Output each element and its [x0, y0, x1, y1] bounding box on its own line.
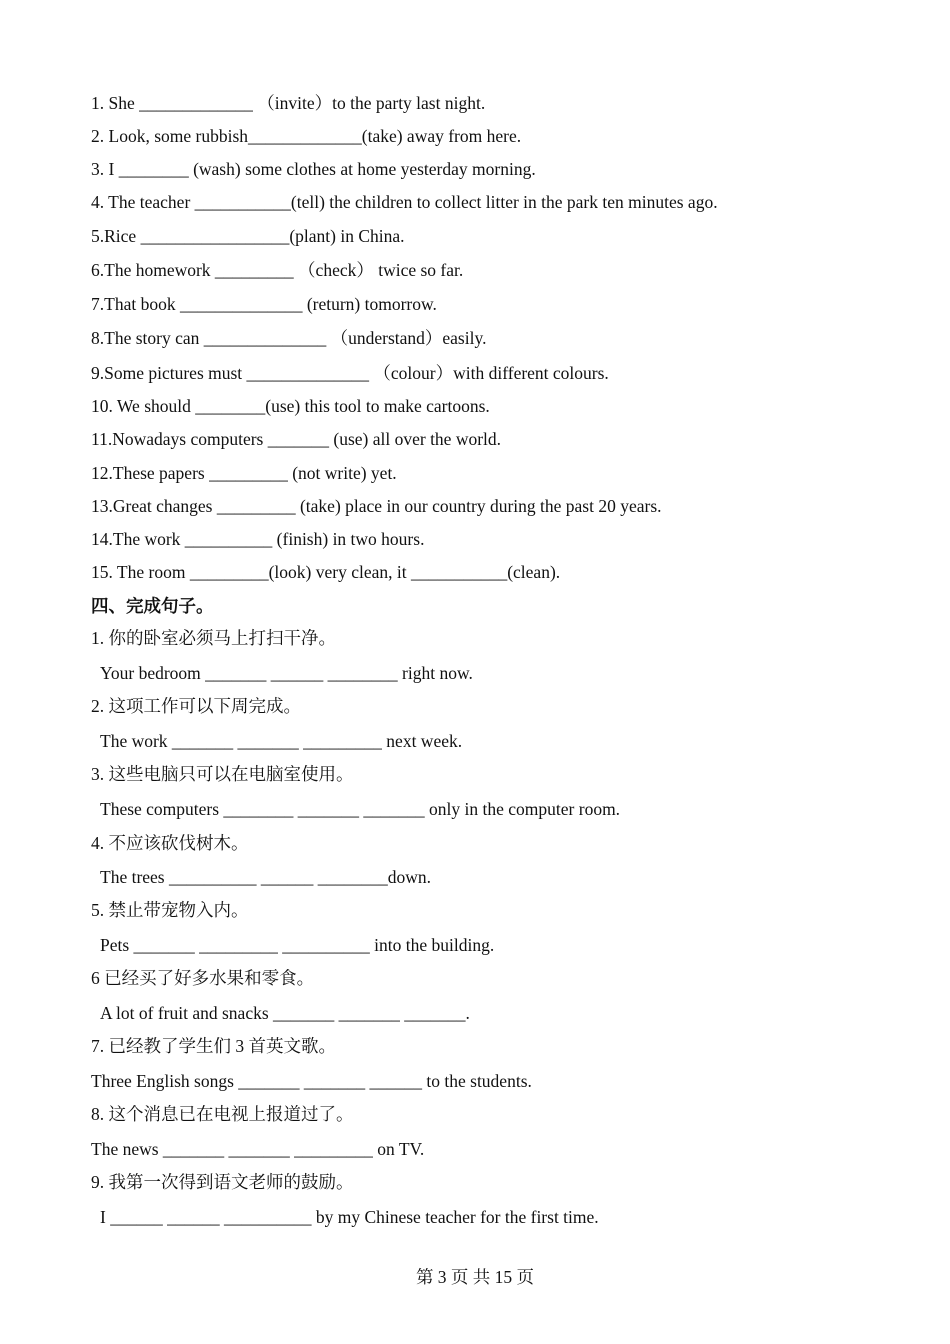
sentence-answer-8: The news _______ _______ _________ on TV.: [91, 1139, 425, 1159]
sentence-prompt-2: 2. 这项工作可以下周完成。: [91, 696, 301, 716]
exercise-item-12: 12.These papers _________ (not write) yet.: [91, 463, 397, 483]
exercise-item-11: 11.Nowadays computers _______ (use) all over the world.: [91, 429, 502, 449]
sentence-prompt-7: 7. 已经教了学生们 3 首英文歌。: [91, 1036, 336, 1056]
sentence-prompt-3: 3. 这些电脑只可以在电脑室使用。: [91, 764, 354, 784]
sentence-answer-3: These computers ________ _______ _______ only in the computer room.: [100, 799, 621, 819]
sentence-prompt-9: 9. 我第一次得到语文老师的鼓励。: [91, 1172, 354, 1192]
page-number: 第 3 页 共 15 页: [415, 1267, 535, 1287]
sentence-answer-7: Three English songs _______ _______ ______ to the students.: [91, 1071, 532, 1091]
exercise-item-5: 5.Rice _________________(plant) in China.: [91, 226, 405, 246]
exercise-item-6: 6.The homework _________ （check） twice so far.: [91, 260, 464, 280]
section4-heading: 四、完成句子。: [91, 596, 214, 616]
exercise-item-8: 8.The story can ______________ （understand）easily.: [91, 328, 487, 348]
sentence-prompt-5: 5. 禁止带宠物入内。: [91, 900, 249, 920]
exercise-item-2: 2. Look, some rubbish_____________(take) away from here.: [91, 126, 522, 146]
sentence-answer-9: I ______ ______ __________ by my Chinese teacher for the first time.: [100, 1207, 599, 1227]
sentence-answer-5: Pets _______ _________ __________ into the building.: [100, 935, 495, 955]
exercise-item-7: 7.That book ______________ (return) tomorrow.: [91, 294, 437, 314]
exercise-item-10: 10. We should ________(use) this tool to make cartoons.: [91, 396, 490, 416]
sentence-prompt-6: 6 已经买了好多水果和零食。: [91, 968, 315, 988]
sentence-prompt-8: 8. 这个消息已在电视上报道过了。: [91, 1104, 354, 1124]
sentence-answer-2: The work _______ _______ _________ next week.: [100, 731, 463, 751]
exercise-item-15: 15. The room _________(look) very clean, it ___________(clean).: [91, 562, 561, 582]
sentence-answer-1: Your bedroom _______ ______ ________ right now.: [100, 663, 473, 683]
sentence-prompt-1: 1. 你的卧室必须马上打扫干净。: [91, 628, 336, 648]
sentence-prompt-4: 4. 不应该砍伐树木。: [91, 833, 249, 853]
exercise-item-1: 1. She _____________ （invite）to the party last night.: [91, 93, 486, 113]
exercise-item-4: 4. The teacher ___________(tell) the children to collect litter in the park ten minutes ago.: [91, 192, 718, 212]
exercise-item-9: 9.Some pictures must ______________ （colour）with different colours.: [91, 363, 609, 383]
exercise-item-3: 3. I ________ (wash) some clothes at home yesterday morning.: [91, 159, 536, 179]
sentence-answer-4: The trees __________ ______ ________down.: [100, 867, 432, 887]
exercise-item-13: 13.Great changes _________ (take) place in our country during the past 20 years.: [91, 496, 662, 516]
sentence-answer-6: A lot of fruit and snacks _______ _______ _______.: [100, 1003, 470, 1023]
exercise-item-14: 14.The work __________ (finish) in two hours.: [91, 529, 425, 549]
